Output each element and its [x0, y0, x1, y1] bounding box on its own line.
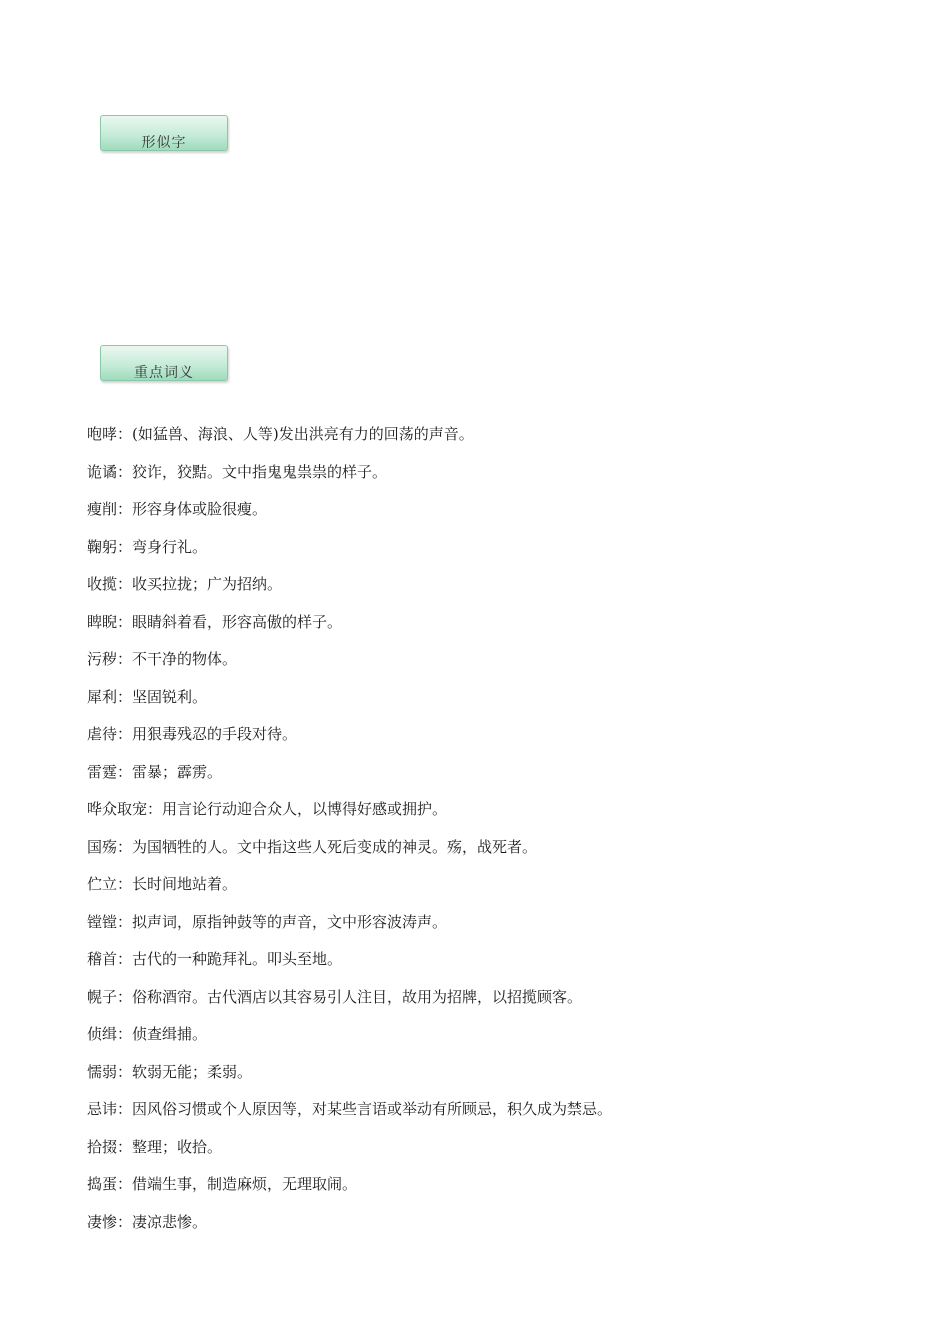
vocab-item: 哗众取宠：用言论行动迎合众人，以博得好感或拥护。 [87, 800, 448, 818]
vocab-item: 凄惨：凄凉悲惨。 [87, 1212, 208, 1231]
vocab-item: 虐待：用狠毒残忍的手段对待。 [87, 725, 298, 743]
section-tag-xingsi [100, 115, 228, 151]
vocab-item: 收揽：收买拉拢；广为招纳。 [87, 575, 283, 593]
vocab-item: 懦弱：软弱无能；柔弱。 [87, 1062, 253, 1081]
section-tag-cizhi [100, 345, 228, 381]
section-tag-label: 重点词义 [134, 365, 194, 381]
vocab-item: 忌讳：因风俗习惯或个人原因等，对某些言语或举动有所顾忌，积久成为禁忌。 [87, 1100, 613, 1118]
vocab-item: 稽首：古代的一种跪拜礼。叩头至地。 [87, 950, 343, 968]
vocab-item: 鞠躬：弯身行礼。 [87, 537, 208, 556]
vocab-item: 镗镗：拟声词，原指钟鼓等的声音，文中形容波涛声。 [87, 912, 448, 931]
vocab-item: 污秽：不干净的物体。 [87, 650, 238, 668]
vocab-item: 诡谲：狡诈，狡黠。文中指鬼鬼祟祟的样子。 [87, 462, 388, 481]
vocab-item: 睥睨：眼睛斜着看，形容高傲的样子。 [87, 612, 343, 631]
vocab-item: 侦缉：侦查缉捕。 [87, 1025, 208, 1043]
vocab-item: 幌子：俗称酒帘。古代酒店以其容易引人注目，故用为招牌，以招揽顾客。 [87, 987, 583, 1006]
section-tag-label: 形似字 [141, 135, 187, 151]
vocab-item: 瘦削：形容身体或脸很瘦。 [87, 500, 268, 518]
vocab-item: 拾掇：整理；收拾。 [87, 1137, 223, 1156]
vocab-item: 伫立：长时间地站着。 [87, 875, 238, 893]
vocab-item: 捣蛋：借端生事，制造麻烦，无理取闹。 [87, 1175, 358, 1193]
vocab-item: 犀利：坚固锐利。 [87, 687, 208, 706]
vocab-item: 雷霆：雷暴；霹雳。 [87, 762, 223, 781]
vocab-item: 国殇：为国牺牲的人。文中指这些人死后变成的神灵。殇，战死者。 [87, 837, 538, 856]
vocab-item: 咆哮：(如猛兽、海浪、人等)发出洪亮有力的回荡的声音。 [87, 425, 474, 443]
vocab-list [87, 421, 887, 1246]
